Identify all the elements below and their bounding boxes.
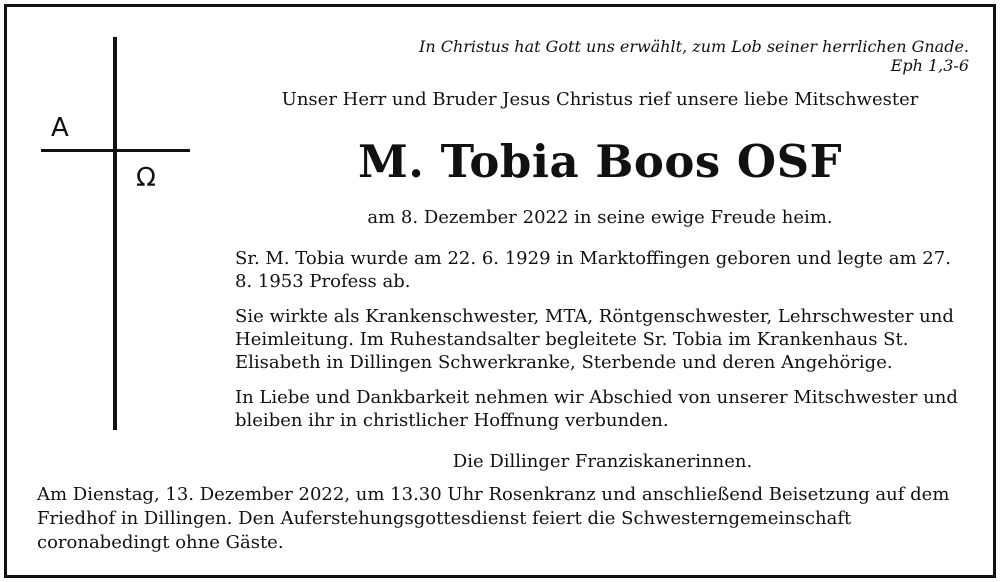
bible-verse bbox=[419, 37, 969, 75]
signature: Die Dillinger Franziskanerinnen. bbox=[452, 451, 753, 472]
obituary-notice bbox=[4, 4, 996, 578]
cross-horizontal-bar bbox=[41, 149, 190, 152]
omega-icon: Ω bbox=[136, 163, 156, 193]
death-date-line: am 8. Dezember 2022 in seine ewige Freude heim. bbox=[367, 207, 833, 228]
deceased-name: M. Tobia Boos OSF bbox=[357, 135, 843, 188]
funeral-details: Am Dienstag, 13. Dezember 2022, um 13.30 Uhr Rosenkranz und anschließend Beisetzung auf dem Friedhof in Dillingen. Den Auferstehungsgottesdienst feiert die Schwesterngemeinschaft coronabedingt ohne Gäste. bbox=[37, 484, 950, 553]
bio-paragraph-birth: Sr. M. Tobia wurde am 22. 6. 1929 in Marktoffingen geboren und legte am 27. 8. 1953 Profess ab. bbox=[235, 248, 951, 292]
bio-paragraph-work: Sie wirkte als Krankenschwester, MTA, Röntgenschwester, Lehrschwester und Heimleitung. Im Ruhestandsalter begleitete Sr. Tobia im Krankenhaus St. Elisabeth in Dillingen Schwerkranke, Sterbende und deren Angehörige. bbox=[235, 306, 954, 373]
intro-line: Unser Herr und Bruder Jesus Christus rief unsere liebe Mitschwester bbox=[281, 89, 919, 110]
biography bbox=[235, 247, 970, 444]
bio-paragraph-farewell: In Liebe und Dankbarkeit nehmen wir Abschied von unserer Mitschwester und bleiben ihr in christlicher Hoffnung verbunden. bbox=[235, 387, 958, 431]
verse-text: In Christus hat Gott uns erwählt, zum Lob seiner herrlichen Gnade. bbox=[419, 37, 969, 56]
verse-reference: Eph 1,3-6 bbox=[890, 56, 969, 75]
cross-vertical-bar bbox=[113, 37, 117, 430]
alpha-icon: A bbox=[51, 113, 69, 143]
